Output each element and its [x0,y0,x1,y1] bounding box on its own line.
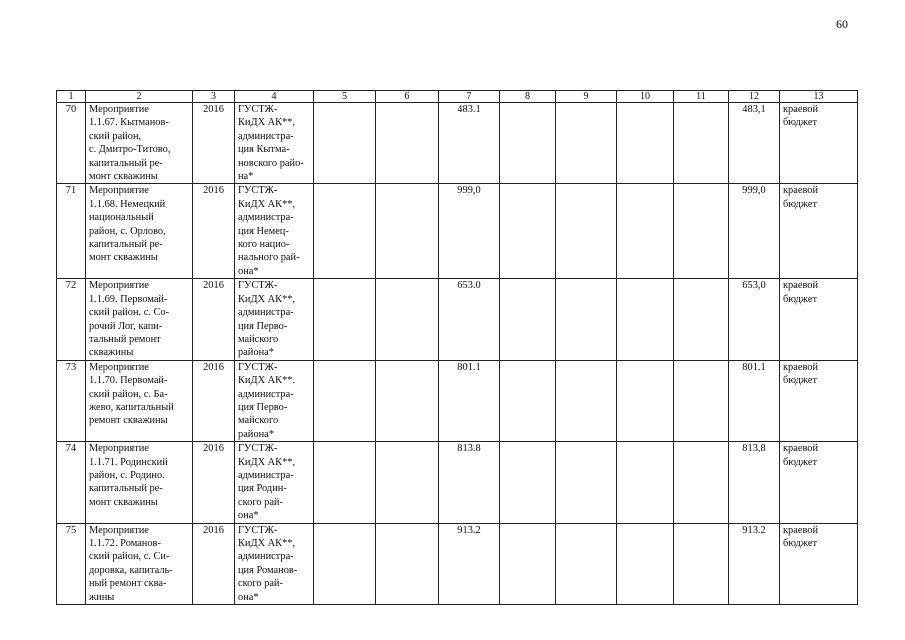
cell-line: район, с. Орлово, [89,225,166,237]
year-value-cell: 801.1 [729,360,780,441]
year-value-cell: 653,0 [729,279,780,360]
cell-line: Мероприятие [89,280,149,292]
empty-cell [376,523,439,604]
cell-line: доровка, капиталь- [89,564,173,576]
cell-line: Мероприятие [89,443,149,455]
cell-line: ского рай- [238,578,283,590]
empty-cell [314,279,376,360]
funding-source-cell [780,442,858,523]
empty-cell [500,442,556,523]
cell-line: администра- [238,307,294,319]
header-row [57,91,858,103]
total-value-cell: 913.2 [439,523,500,604]
cell-line: администра- [238,469,294,481]
empty-cell [556,523,617,604]
cell-line: ция Немец- [238,225,289,237]
empty-cell [314,360,376,441]
funding-source-cell [780,279,858,360]
year-cell: 2016 [193,442,235,523]
empty-cell [376,279,439,360]
cell-line: КиДХ АК**, [238,456,296,468]
cell-line: бюджет [783,293,818,305]
cell-line: ГУСТЖ- [238,524,278,536]
cell-line: ГУСТЖ- [238,104,278,115]
executor-cell [235,184,314,279]
cell-line: ГУСТЖ- [238,280,278,292]
cell-line: она* [238,591,259,603]
cell-line: рочий Лог, капи- [89,320,163,332]
column-header: 6 [376,91,439,103]
table-row [57,360,858,441]
cell-line: тальный ремонт [89,333,161,345]
column-header: 7 [439,91,500,103]
empty-cell [314,523,376,604]
empty-cell [314,442,376,523]
year-cell: 2016 [193,103,235,184]
cell-line: ГУСТЖ- [238,361,278,373]
cell-line: администра- [238,551,294,563]
executor-cell [235,523,314,604]
empty-cell [500,184,556,279]
column-header: 5 [314,91,376,103]
measure-description-cell [86,184,193,279]
empty-cell [674,360,729,441]
cell-line: жево, капитальный [89,401,174,413]
empty-cell [314,184,376,279]
cell-line: ция Романов- [238,564,298,576]
page-number: 60 [836,17,848,31]
total-value-cell: 999,0 [439,184,500,279]
cell-line: КиДХ АК**, [238,538,296,549]
measure-description-cell [86,360,193,441]
cell-line: КиДХ АК**, [238,293,296,305]
cell-line: ный ремонт сква- [89,578,167,590]
row-number-cell: 70 [57,103,86,184]
empty-cell [500,360,556,441]
empty-cell [617,360,674,441]
cell-line: бюджет [783,538,818,549]
empty-cell [376,442,439,523]
empty-cell [617,523,674,604]
cell-line: с. Дмитро-Титово, [89,144,171,156]
empty-cell [314,103,376,184]
empty-cell [500,279,556,360]
empty-cell [376,360,439,441]
row-number-cell: 71 [57,184,86,279]
column-header: 1 [57,91,86,103]
cell-line: района* [238,428,274,440]
executor-cell [235,360,314,441]
measure-description-cell [86,279,193,360]
cell-line: 1.1.70. Первомай- [89,375,168,387]
year-value-cell: 813,8 [729,442,780,523]
funding-source-cell [780,103,858,184]
cell-line: район, с. Родино. [89,469,165,481]
year-cell: 2016 [193,360,235,441]
cell-line: краевой [783,104,819,115]
cell-line: ский район, [89,130,142,142]
cell-line: жины [89,591,115,603]
cell-line: КиДХ АК**, [238,117,296,129]
cell-line: ГУСТЖ- [238,185,278,197]
cell-line: на* [238,171,254,183]
empty-cell [674,103,729,184]
empty-cell [617,442,674,523]
cell-line: администра- [238,212,294,224]
empty-cell [617,184,674,279]
empty-cell [556,184,617,279]
cell-line: национальный [89,212,154,224]
column-header: 10 [617,91,674,103]
cell-line: ский район, с. Си- [89,551,170,563]
cell-line: бюджет [783,198,818,210]
empty-cell [556,103,617,184]
cell-line: 1.1.68. Немецкий [89,198,166,210]
cell-line: краевой [783,443,819,455]
cell-line: Мероприятие [89,361,149,373]
cell-line: КиДХ АК**. [238,375,296,387]
cell-line: монт скважины [89,252,158,264]
cell-line: ция Кытма- [238,144,290,156]
empty-cell [500,103,556,184]
empty-cell [556,442,617,523]
total-value-cell: 653.0 [439,279,500,360]
row-number-cell: 73 [57,360,86,441]
table-row [57,523,858,604]
cell-line: краевой [783,361,819,373]
cell-line: новского райо- [238,157,304,169]
empty-cell [376,103,439,184]
empty-cell [500,523,556,604]
table-row [57,279,858,360]
empty-cell [674,442,729,523]
cell-line: бюджет [783,375,818,387]
cell-line: 1.1.67. Кытманов- [89,117,169,129]
column-header: 3 [193,91,235,103]
empty-cell [674,279,729,360]
empty-cell [376,184,439,279]
executor-cell [235,279,314,360]
cell-line: 1.1.69. Первомай- [89,293,168,305]
column-header: 8 [500,91,556,103]
cell-line: капитальный ре- [89,483,163,495]
table-row [57,442,858,523]
row-number-cell: 72 [57,279,86,360]
cell-line: КиДХ АК**, [238,198,296,210]
empty-cell [556,279,617,360]
cell-line: монт скважины [89,496,158,508]
cell-line: капитальный ре- [89,239,163,251]
year-value-cell: 999,0 [729,184,780,279]
cell-line: краевой [783,524,819,536]
cell-line: нального рай- [238,252,300,264]
row-number-cell: 74 [57,442,86,523]
cell-line: капитальный ре- [89,157,163,169]
year-cell: 2016 [193,523,235,604]
table-row [57,184,858,279]
funding-source-cell [780,184,858,279]
cell-line: администра- [238,388,294,400]
funding-source-cell [780,360,858,441]
empty-cell [674,523,729,604]
cell-line: майского [238,333,279,345]
cell-line: краевой [783,280,819,292]
executor-cell [235,442,314,523]
cell-line: ский район. с. Со- [89,307,170,319]
year-value-cell: 913.2 [729,523,780,604]
cell-line: она* [238,510,259,522]
cell-line: Мероприятие [89,185,149,197]
cell-line: Мероприятие [89,524,149,536]
cell-line: бюджет [783,456,818,468]
table-row [57,103,858,184]
cell-line: ГУСТЖ- [238,443,278,455]
column-header: 9 [556,91,617,103]
cell-line: ция Родин- [238,483,287,495]
cell-line: ция Перво- [238,320,288,332]
cell-line: ского рай- [238,496,283,508]
cell-line: Мероприятие [89,104,149,115]
cell-line: ремонт скважины [89,415,168,427]
empty-cell [617,279,674,360]
cell-line: администра- [238,130,294,142]
cell-line: кого нацио- [238,239,290,251]
column-header: 2 [86,91,193,103]
measure-description-cell [86,523,193,604]
empty-cell [674,184,729,279]
measure-description-cell [86,103,193,184]
cell-line: она* [238,265,259,277]
budget-table [56,90,858,605]
row-number-cell: 75 [57,523,86,604]
cell-line: бюджет [783,117,818,129]
cell-line: монт скважины [89,171,158,183]
total-value-cell: 813.8 [439,442,500,523]
measure-description-cell [86,442,193,523]
cell-line: краевой [783,185,819,197]
cell-line: района* [238,347,274,359]
empty-cell [556,360,617,441]
executor-cell [235,103,314,184]
year-value-cell: 483,1 [729,103,780,184]
empty-cell [617,103,674,184]
column-header: 12 [729,91,780,103]
column-header: 13 [780,91,858,103]
cell-line: 1.1.72. Романов- [89,538,161,549]
cell-line: ция Перво- [238,401,288,413]
cell-line: скважины [89,347,134,359]
funding-source-cell [780,523,858,604]
column-header: 11 [674,91,729,103]
cell-line: майского [238,415,279,427]
column-header: 4 [235,91,314,103]
total-value-cell: 483.1 [439,103,500,184]
total-value-cell: 801.1 [439,360,500,441]
year-cell: 2016 [193,184,235,279]
cell-line: ский район, с. Ба- [89,388,168,400]
year-cell: 2016 [193,279,235,360]
cell-line: 1.1.71. Родинский [89,456,168,468]
